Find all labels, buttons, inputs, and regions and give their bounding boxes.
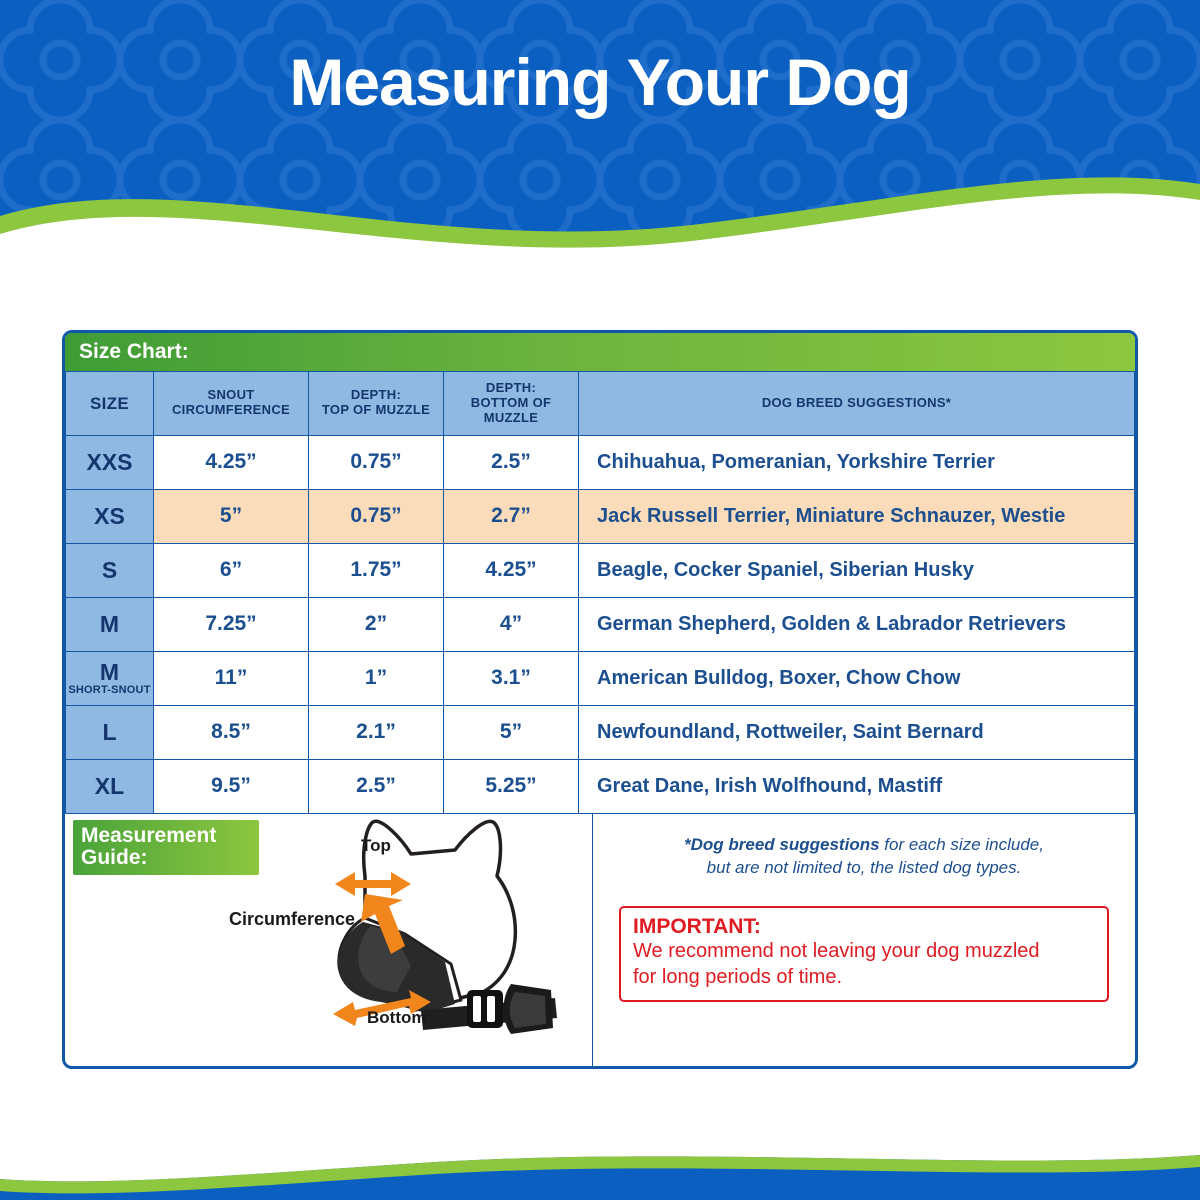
table-row[interactable] [66,759,1135,813]
breed-note-line2: but are not limited to, the listed dog types. [706,857,1022,877]
size-chart-title: Size Chart: [79,340,189,363]
cell-size-label: XS [94,502,125,529]
important-notice-line2: for long periods of time. [633,965,842,988]
column-header-snout-line1: SNOUT [207,387,255,403]
label-top: Top [361,835,391,855]
column-header-top-line2: TOP OF MUZZLE [321,402,431,418]
important-notice-box [619,906,1109,1002]
cell-depth-bottom: 4.25” [444,543,579,597]
measurement-guide-label-line1: Measurement [81,823,217,847]
cell-size [66,597,154,651]
cell-breed-suggestions: Beagle, Cocker Spaniel, Siberian Husky [579,543,1135,597]
dog-head-illustration [215,814,585,1066]
label-circumference: Circumference [229,908,356,929]
cell-snout-circumference: 8.5” [154,705,309,759]
size-chart-table [65,371,1135,814]
cell-depth-top: 1.75” [309,543,444,597]
table-row[interactable] [66,489,1135,543]
page-header [0,0,1200,262]
important-notice-line1: We recommend not leaving your dog muzzled [633,939,1040,962]
cell-size [66,651,154,705]
cell-size-label: XL [94,772,125,799]
cell-size [66,489,154,543]
card-bottom-section [65,814,1135,1066]
cell-size-label: L [102,718,117,745]
footer-wave-divider [0,1142,1200,1200]
cell-depth-bottom: 2.7” [444,489,579,543]
table-row[interactable] [66,705,1135,759]
cell-size [66,759,154,813]
table-row[interactable] [66,435,1135,489]
measurement-guide-label-line2: Guide: [81,845,148,869]
cell-depth-top: 0.75” [309,435,444,489]
cell-size [66,543,154,597]
buckle-icon [467,984,553,1034]
measurement-guide-panel [65,814,593,1066]
cell-depth-bottom: 5.25” [444,759,579,813]
cell-breed-suggestions: Jack Russell Terrier, Miniature Schnauzer, Westie [579,489,1135,543]
cell-size [66,435,154,489]
page-footer [0,1142,1200,1200]
size-chart-title-bar [65,333,1135,371]
page-title: Measuring Your Dog [289,45,911,119]
cell-depth-top: 0.75” [309,489,444,543]
cell-snout-circumference: 5” [154,489,309,543]
size-chart-card [62,330,1138,1069]
cell-depth-bottom: 5” [444,705,579,759]
label-bottom: Bottom [367,1007,427,1027]
cell-breed-suggestions: Chihuahua, Pomeranian, Yorkshire Terrier [579,435,1135,489]
cell-size-label: M [99,610,120,637]
cell-depth-bottom: 4” [444,597,579,651]
header-wave-divider [0,154,1200,262]
cell-depth-top: 2.5” [309,759,444,813]
table-row[interactable] [66,597,1135,651]
cell-size [66,705,154,759]
cell-depth-bottom: 2.5” [444,435,579,489]
cell-size-label: S [101,556,118,583]
column-header-bottom-line2: BOTTOM OF MUZZLE [470,394,552,425]
cell-snout-circumference: 6” [154,543,309,597]
cell-snout-circumference: 7.25” [154,597,309,651]
cell-size-sublabel: SHORT-SNOUT [68,683,151,696]
column-header-depth-bottom [444,372,579,436]
cell-snout-circumference: 4.25” [154,435,309,489]
cell-breed-suggestions: Great Dane, Irish Wolfhound, Mastiff [579,759,1135,813]
table-body [66,435,1135,813]
column-header-snout-circumference [154,372,309,436]
cell-depth-top: 2.1” [309,705,444,759]
cell-breed-suggestions: Newfoundland, Rottweiler, Saint Bernard [579,705,1135,759]
breed-note-rest: for each size include, [879,834,1044,854]
column-header-bottom-line1: DEPTH: [485,380,537,395]
cell-breed-suggestions: German Shepherd, Golden & Labrador Retrievers [579,597,1135,651]
column-header-top-line1: DEPTH: [350,387,402,403]
cell-size-label: XXS [86,448,133,475]
column-header-depth-top [309,372,444,436]
cell-depth-top: 1” [309,651,444,705]
important-notice-title: IMPORTANT: [633,914,761,938]
notes-panel [593,814,1135,1066]
cell-depth-bottom: 3.1” [444,651,579,705]
cell-breed-suggestions: American Bulldog, Boxer, Chow Chow [579,651,1135,705]
table-row[interactable] [66,651,1135,705]
breed-suggestion-note [611,828,1117,880]
cell-snout-circumference: 11” [154,651,309,705]
cell-size-label: M [99,658,120,685]
column-header-size: SIZE [66,372,154,436]
column-header-breed-suggestions: DOG BREED SUGGESTIONS* [579,372,1135,436]
breed-note-emphasis: *Dog breed suggestions [684,834,880,854]
cell-snout-circumference: 9.5” [154,759,309,813]
table-row[interactable] [66,543,1135,597]
column-header-snout-line2: CIRCUMFERENCE [171,402,290,418]
cell-depth-top: 2” [309,597,444,651]
table-header-row [66,372,1135,436]
dog-muzzle-diagram [215,814,585,1066]
